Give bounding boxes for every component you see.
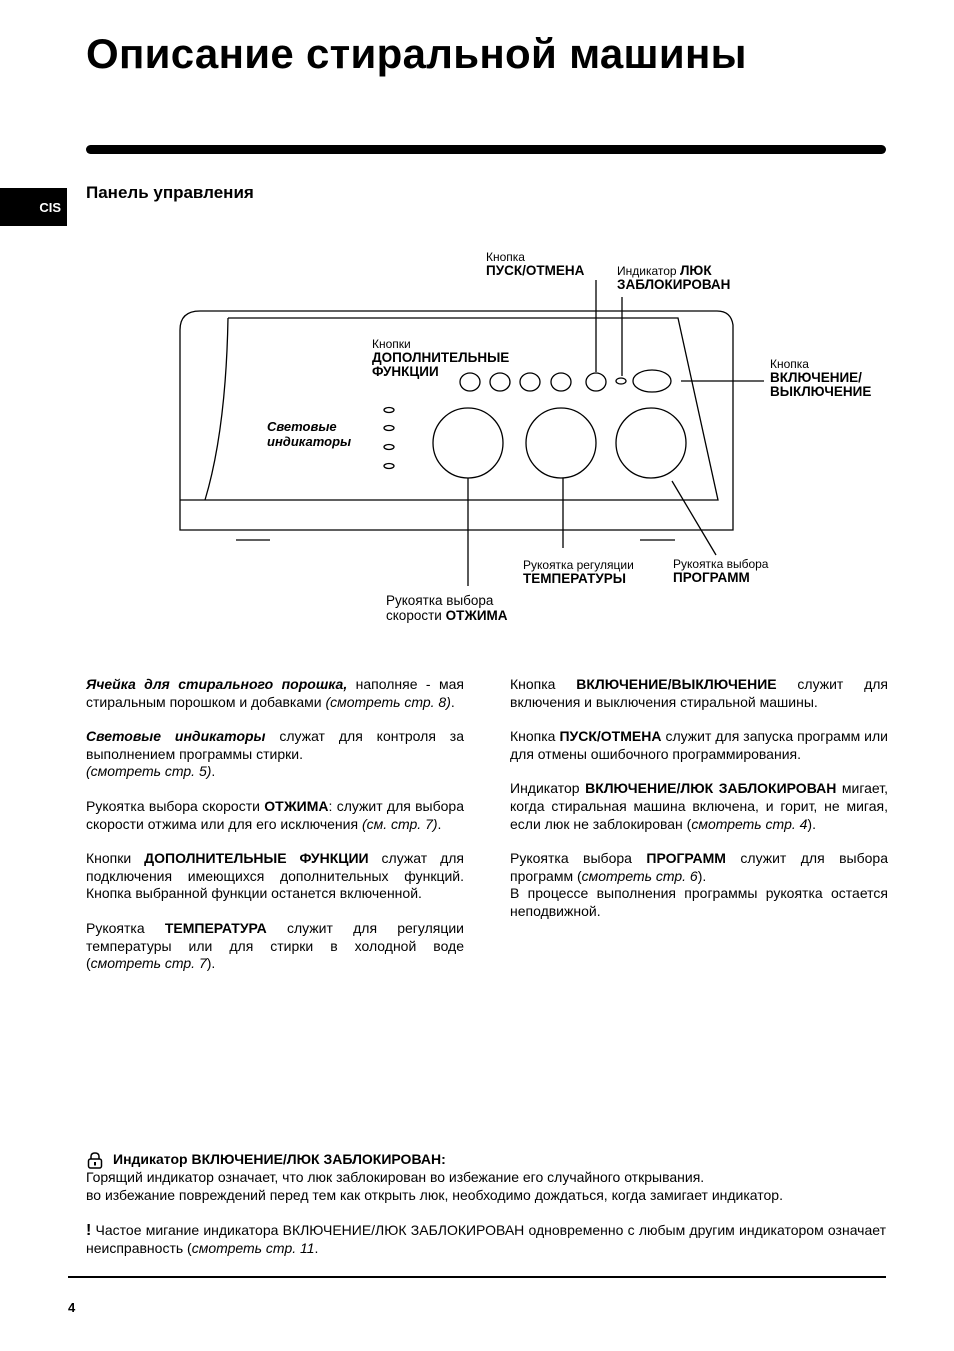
paragraph-detergent: Ячейка для стирального порошка, наполняе - мая стиральным порошком и добавками (смотреть стр. 8). — [86, 676, 464, 710]
left-column — [86, 676, 464, 990]
label-programs: Рукоятка выбора ПРОГРАММ — [673, 557, 769, 585]
label-extra-functions: Кнопки ДОПОЛНИТЕЛЬНЫЕ ФУНКЦИИ — [372, 337, 510, 379]
page-number: 4 — [68, 1300, 76, 1315]
paragraph-spin: Рукоятка выбора скорости ОТЖИМА: служит для выбора скорости отжима или для его исключения (см. стр. 7). — [86, 797, 464, 832]
label-temperature: Рукоятка регуляции ТЕМПЕРАТУРЫ — [523, 558, 634, 586]
start-cancel-button — [586, 373, 606, 391]
section-title: Панель управления — [86, 183, 254, 202]
on-off-button — [633, 370, 671, 392]
indicator-light-3 — [384, 445, 394, 450]
paragraph-indicators: Световые индикаторы служат для контроля за выполнением программы стирки. (смотреть стр. 5). — [86, 728, 464, 780]
footer-divider — [68, 1276, 886, 1278]
paragraph-extra-functions: Кнопки ДОПОЛНИТЕЛЬНЫЕ ФУНКЦИИ служат для подключения имеющихся дополнительных функций. Кнопка выбранной функции останется включенной. — [86, 850, 464, 902]
indicator-light-2 — [384, 426, 394, 431]
panel-left-curve — [205, 318, 228, 500]
label-indicators: Световые индикаторы — [267, 419, 352, 449]
paragraph-on-off: Кнопка ВКЛЮЧЕНИЕ/ВЫКЛЮЧЕНИЕ служит для включения и выключения стиральной машины. — [510, 676, 888, 710]
lock-indicator-light — [616, 378, 626, 384]
paragraph-lock-indicator: Индикатор ВКЛЮЧЕНИЕ/ЛЮК ЗАБЛОКИРОВАН мигает, когда стиральная машина включена, и горит, не мигая, если люк не заблокирован (смотреть стр. 4). — [510, 780, 888, 832]
right-column — [510, 676, 888, 938]
control-panel-diagram — [0, 0, 954, 660]
label-spin: Рукоятка выбора скорости ОТЖИМА — [386, 593, 508, 623]
language-tab: CIS — [0, 188, 67, 226]
warning-icon: ! — [86, 1222, 92, 1239]
lock-icon — [86, 1151, 104, 1169]
label-on-off: Кнопка ВКЛЮЧЕНИЕ/ ВЫКЛЮЧЕНИЕ — [770, 357, 872, 399]
paragraph-temperature: Рукоятка ТЕМПЕРАТУРА служит для регуляции температуры или для стирки в холодной воде (смотреть стр. 7). — [86, 919, 464, 972]
page-title: Описание стиральной машины — [86, 30, 747, 77]
lock-note: Индикатор ВКЛЮЧЕНИЕ/ЛЮК ЗАБЛОКИРОВАН: Горящий индикатор означает, что люк заблокирован во избежание его случайного открывания. во избежание повреждений перед тем как открыть люк, необходимо дождаться, когда замигает индикатор. — [86, 1151, 783, 1203]
label-lock-indicator: Индикатор ЛЮК ЗАБЛОКИРОВАН — [617, 263, 731, 292]
label-start-cancel: Кнопка ПУСК/ОТМЕНА — [486, 250, 585, 278]
warning-note: ! Частое мигание индикатора ВКЛЮЧЕНИЕ/ЛЮК ЗАБЛОКИРОВАН одновременно с любым другим индикатором означает неисправность (смотреть стр. 11. — [86, 1222, 886, 1256]
option-button-4 — [551, 373, 571, 391]
paragraph-programs: Рукоятка выбора ПРОГРАММ служит для выбора программ (смотреть стр. 6). В процессе выполнения программы рукоятка остается неподвижной. — [510, 850, 888, 919]
program-knob — [616, 408, 686, 478]
paragraph-start-cancel: Кнопка ПУСК/ОТМЕНА служит для запуска программ или для отмены ошибочного программирования. — [510, 728, 888, 762]
option-button-3 — [520, 373, 540, 391]
indicator-light-1 — [384, 408, 394, 413]
indicator-light-4 — [384, 464, 394, 469]
leader-programs — [672, 481, 716, 555]
spin-knob — [433, 408, 503, 478]
temperature-knob — [526, 408, 596, 478]
